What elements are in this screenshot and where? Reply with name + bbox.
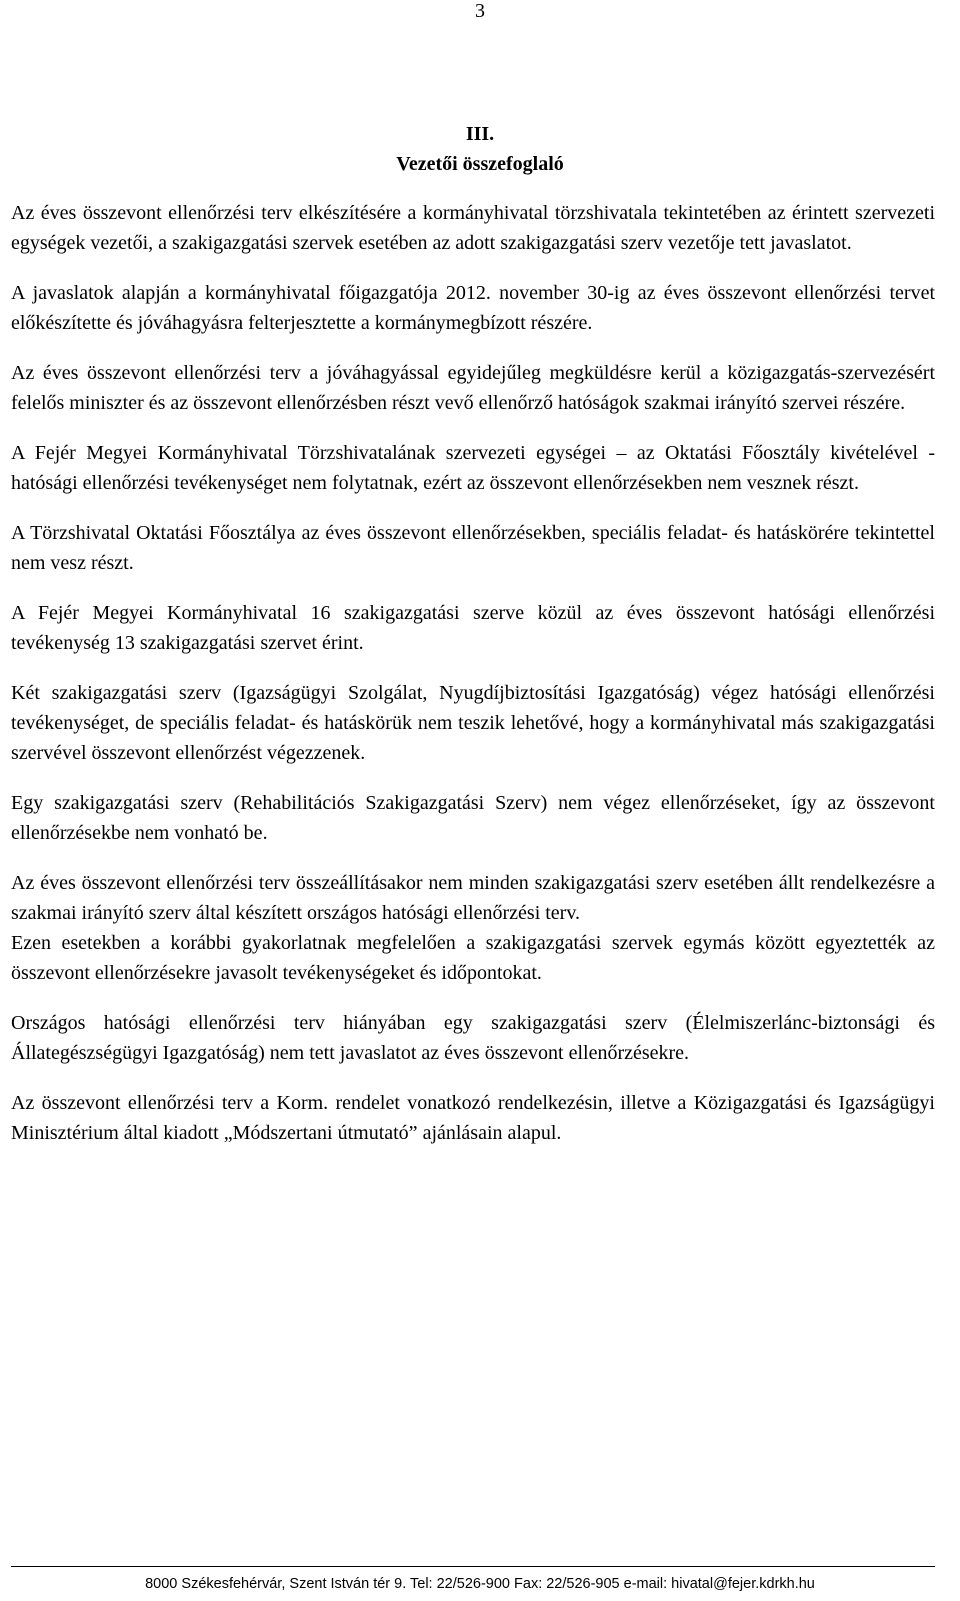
paragraph: A javaslatok alapján a kormányhivatal főigazgatója 2012. november 30-ig az éves összevont ellenőrzési tervet előkészítette és jóváhagyásra felterjesztette a kormánymegbízott részére. — [11, 282, 935, 334]
paragraph: Az éves összevont ellenőrzési terv elkészítésére a kormányhivatal törzshivatala tekintetében az érintett szervezeti egységek vezetői, a szakigazgatási szervek esetében az adott szakigazgatási szerv vezetője tett javaslatot. — [11, 202, 935, 254]
paragraph: Az éves összevont ellenőrzési terv összeállításakor nem minden szakigazgatási szerv esetében állt rendelkezésre a szakmai irányító szerv által készített országos hatósági ellenőrzési terv. — [11, 872, 935, 924]
paragraph: A Fejér Megyei Kormányhivatal Törzshivatalának szervezeti egységei – az Oktatási Főosztály kivételével - hatósági ellenőrzési tevékenységet nem folytatnak, ezért az összevont ellenőrzésekben nem vesznek részt. — [11, 442, 935, 494]
paragraph: Egy szakigazgatási szerv (Rehabilitációs Szakigazgatási Szerv) nem végez ellenőrzéseket, így az összevont ellenőrzésekbe nem vonható be. — [11, 792, 935, 844]
paragraph: Ezen esetekben a korábbi gyakorlatnak megfelelően a szakigazgatási szervek egymás között egyeztették az összevont ellenőrzésekre javasolt tevékenységeket és időpontokat. — [11, 932, 935, 984]
paragraph: A Törzshivatal Oktatási Főosztálya az éves összevont ellenőrzésekben, speciális feladat- és hatáskörére tekintettel nem vesz részt. — [11, 522, 935, 574]
page-number: 3 — [475, 0, 485, 22]
section-number: III. — [465, 123, 495, 145]
document-body — [11, 198, 935, 1174]
paragraph: Két szakigazgatási szerv (Igazságügyi Szolgálat, Nyugdíjbiztosítási Igazgatóság) végez hatósági ellenőrzési tevékenységet, de speciális feladat- és hatáskörük nem teszik lehetővé, hogy a kormányhivatal más szakigazgatási szervével összevont ellenőrzést végezzenek. — [11, 682, 935, 764]
paragraph: Országos hatósági ellenőrzési terv hiányában egy szakigazgatási szerv (Élelmiszerlánc-biztonsági és Állategészségügyi Igazgatóság) nem tett javaslatot az éves összevont ellenőrzésekre. — [11, 1012, 935, 1064]
paragraph: Az összevont ellenőrzési terv a Korm. rendelet vonatkozó rendelkezésin, illetve a Közigazgatási és Igazságügyi Minisztérium által kiadott „Módszertani útmutató” ajánlásain alapul. — [11, 1092, 935, 1144]
footer-divider — [11, 1566, 935, 1567]
paragraph: A Fejér Megyei Kormányhivatal 16 szakigazgatási szerve közül az éves összevont hatósági ellenőrzési tevékenység 13 szakigazgatási szervet érint. — [11, 602, 935, 654]
footer-address: 8000 Székesfehérvár, Szent István tér 9. Tel: 22/526-900 Fax: 22/526-905 e-mail: hivatal@fejer.kdrkh.hu — [145, 1576, 815, 1592]
paragraph: Az éves összevont ellenőrzési terv a jóváhagyással egyidejűleg megküldésre kerül a közigazgatás-szervezésért felelős miniszter és az összevont ellenőrzésben részt vevő ellenőrző hatóságok szakmai irányító szervei részére. — [11, 362, 935, 414]
section-title: Vezetői összefoglaló — [396, 153, 564, 175]
